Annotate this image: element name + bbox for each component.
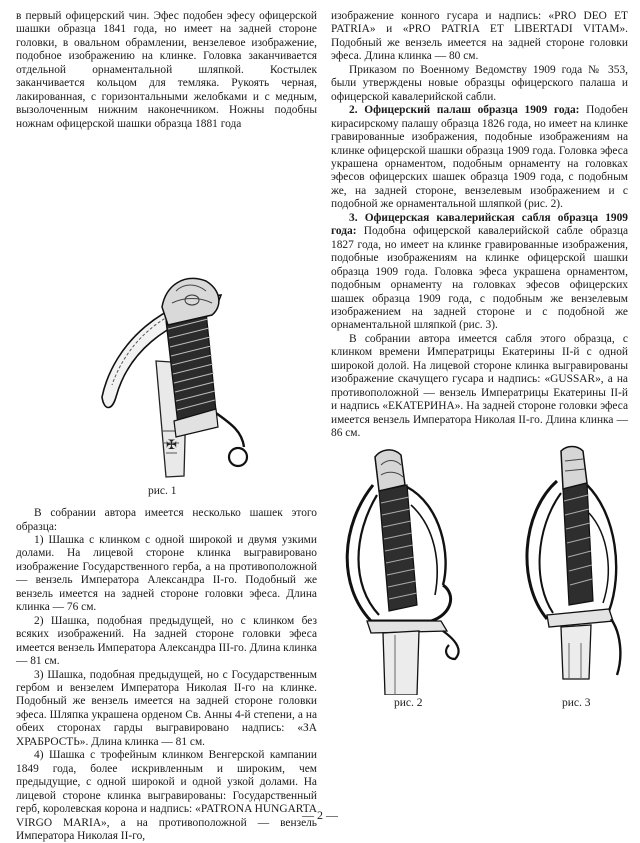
section-paragraph xyxy=(331,104,628,212)
intro-paragraph: в первый офицерский чин. Эфес подобен эфесу офицерской шашки образца 1841 года, но имеет на задней стороне головки, в овальном обрамлении, вензелевое изображение, подобное изображению на клинке. Головка заканчивается отдельной орнаментальной шляпкой. Костылек заканчивается кольцом для темляка. Рукоять черная, лакированная, с горизонтальными желобками и с медным, вызолоченным нижним наконечником. Ножны подобны ножнам офицерской шашки образца 1881 года xyxy=(16,10,317,130)
section-body: Подобна офицерской кавалерийской сабле образца 1827 года, но имеет на клинке гравированные изображения, подобные изображениям на клинке офицерской шашки образца 1909 года. Головка эфеса украшена орнаментом, подобным орнаменту на головках эфесов офицерских шашек образца 1909 года, с подобным же вензелевым изображением на задней стороне и с подобной же орнаментальной шляпкой (рис. 3). xyxy=(331,225,628,332)
figure-1-caption: рис. 1 xyxy=(148,485,177,498)
section-body: Подобен кирасирскому палашу образца 1826 года, но имеет на клинке гравированные изображения, подобные изображениям на клинке офицерской шашки образца 1909 года. Головка эфеса украшена орнаментом, подобным орнаменту на головках эфесов офицерских шашек образца 1909 года, с подобным же, на задней стороне, вензелевым изображением и с подобной же орнаментальной шляпкой (рис. 2). xyxy=(331,104,628,211)
paragraph: В собрании автора имеется несколько шашек этого образца: xyxy=(16,507,317,533)
shashka-hilt-illustration xyxy=(16,131,317,507)
paragraph: 2) Шашка, подобная предыдущей, но с клинком без всяких изображений. На задней стороне головки эфеса имеется вензель Императора Александра III-го. Длина клинка — 81 см. xyxy=(16,614,317,668)
section-heading: 2. Офицерский палаш образца 1909 года: xyxy=(349,104,580,117)
section-paragraph xyxy=(331,212,628,333)
sabre-hilt-illustration xyxy=(491,443,631,695)
left-column xyxy=(16,10,317,843)
paragraph: 1) Шашка с клинком с одной широкой и двумя узкими долами. На лицевой стороне клинка выгравировано изображение Государственного герба, а на противоположной — вензель Императора Александра II-го. Подобный же вензель имеется на задней стороне головки эфеса. Длина клинка — 76 см. xyxy=(16,533,317,614)
page-number: — 2 — xyxy=(302,808,338,822)
paragraph: изображение конного гусара и надпись: «PRO DEO ET PATRIA» и «PRO PATRIA ET LIBERTADI VITAM». Подобный же вензель имеется на задней стороне головки эфеса. Длина клинка — 80 см. xyxy=(331,10,628,63)
figure-2-caption: рис. 2 xyxy=(394,696,423,709)
figure-3-caption: рис. 3 xyxy=(562,696,591,709)
right-column xyxy=(331,10,628,735)
figure-2-3 xyxy=(331,441,628,735)
paragraph: Приказом по Военному Ведомству 1909 года № 353, были утверждены новые образцы офицерского палаша и офицерской кавалерийской сабли. xyxy=(331,63,628,103)
svg-text:✠: ✠ xyxy=(166,438,177,454)
paragraph: 4) Шашка с трофейным клинком Венгерской кампании 1849 года, более искривленным и широким, чем предыдущие, с одной широкой и одной узкой долами. На лицевой стороне клинка выгравированы: Государственный герб, королевская корона и надпись: «PATRONA HUNGARTA VIRGO MARIA», а на противоположной — вензель Императора Николая II-го, xyxy=(16,749,317,842)
section-heading: 3. Офицерская кавалерийская сабля образца 1909 года: xyxy=(331,211,628,238)
paragraph: В собрании автора имеется сабля этого образца, с клинком времени Императрицы Екатерины II-й с одной широкой долой. На лицевой стороне клинка выгравированы изображение скачущего гусара и надпись: «GUSSAR», а на противоположной — вензель Императрицы Екатерины II-й и надпись «ЕКАТЕРИНА». На задней стороне головки эфеса имеется вензель Императора Николая II-го. Длина клинка — 86 см. xyxy=(331,332,628,440)
figure-1 xyxy=(16,131,317,507)
pallash-hilt-illustration xyxy=(331,445,491,695)
paragraph: 3) Шашка, подобная предыдущей, но с Государственным гербом и вензелем Императора Николая II-го на клинке. Подобный же вензель имеется на задней стороне головки эфеса. Шляпка украшена орденом Св. Анны 4-й степени, а на обеих сторонах гарды выгравировано надпись: «ЗА ХРАБРОСТЬ». Длина клинка — 81 см. xyxy=(16,668,317,748)
